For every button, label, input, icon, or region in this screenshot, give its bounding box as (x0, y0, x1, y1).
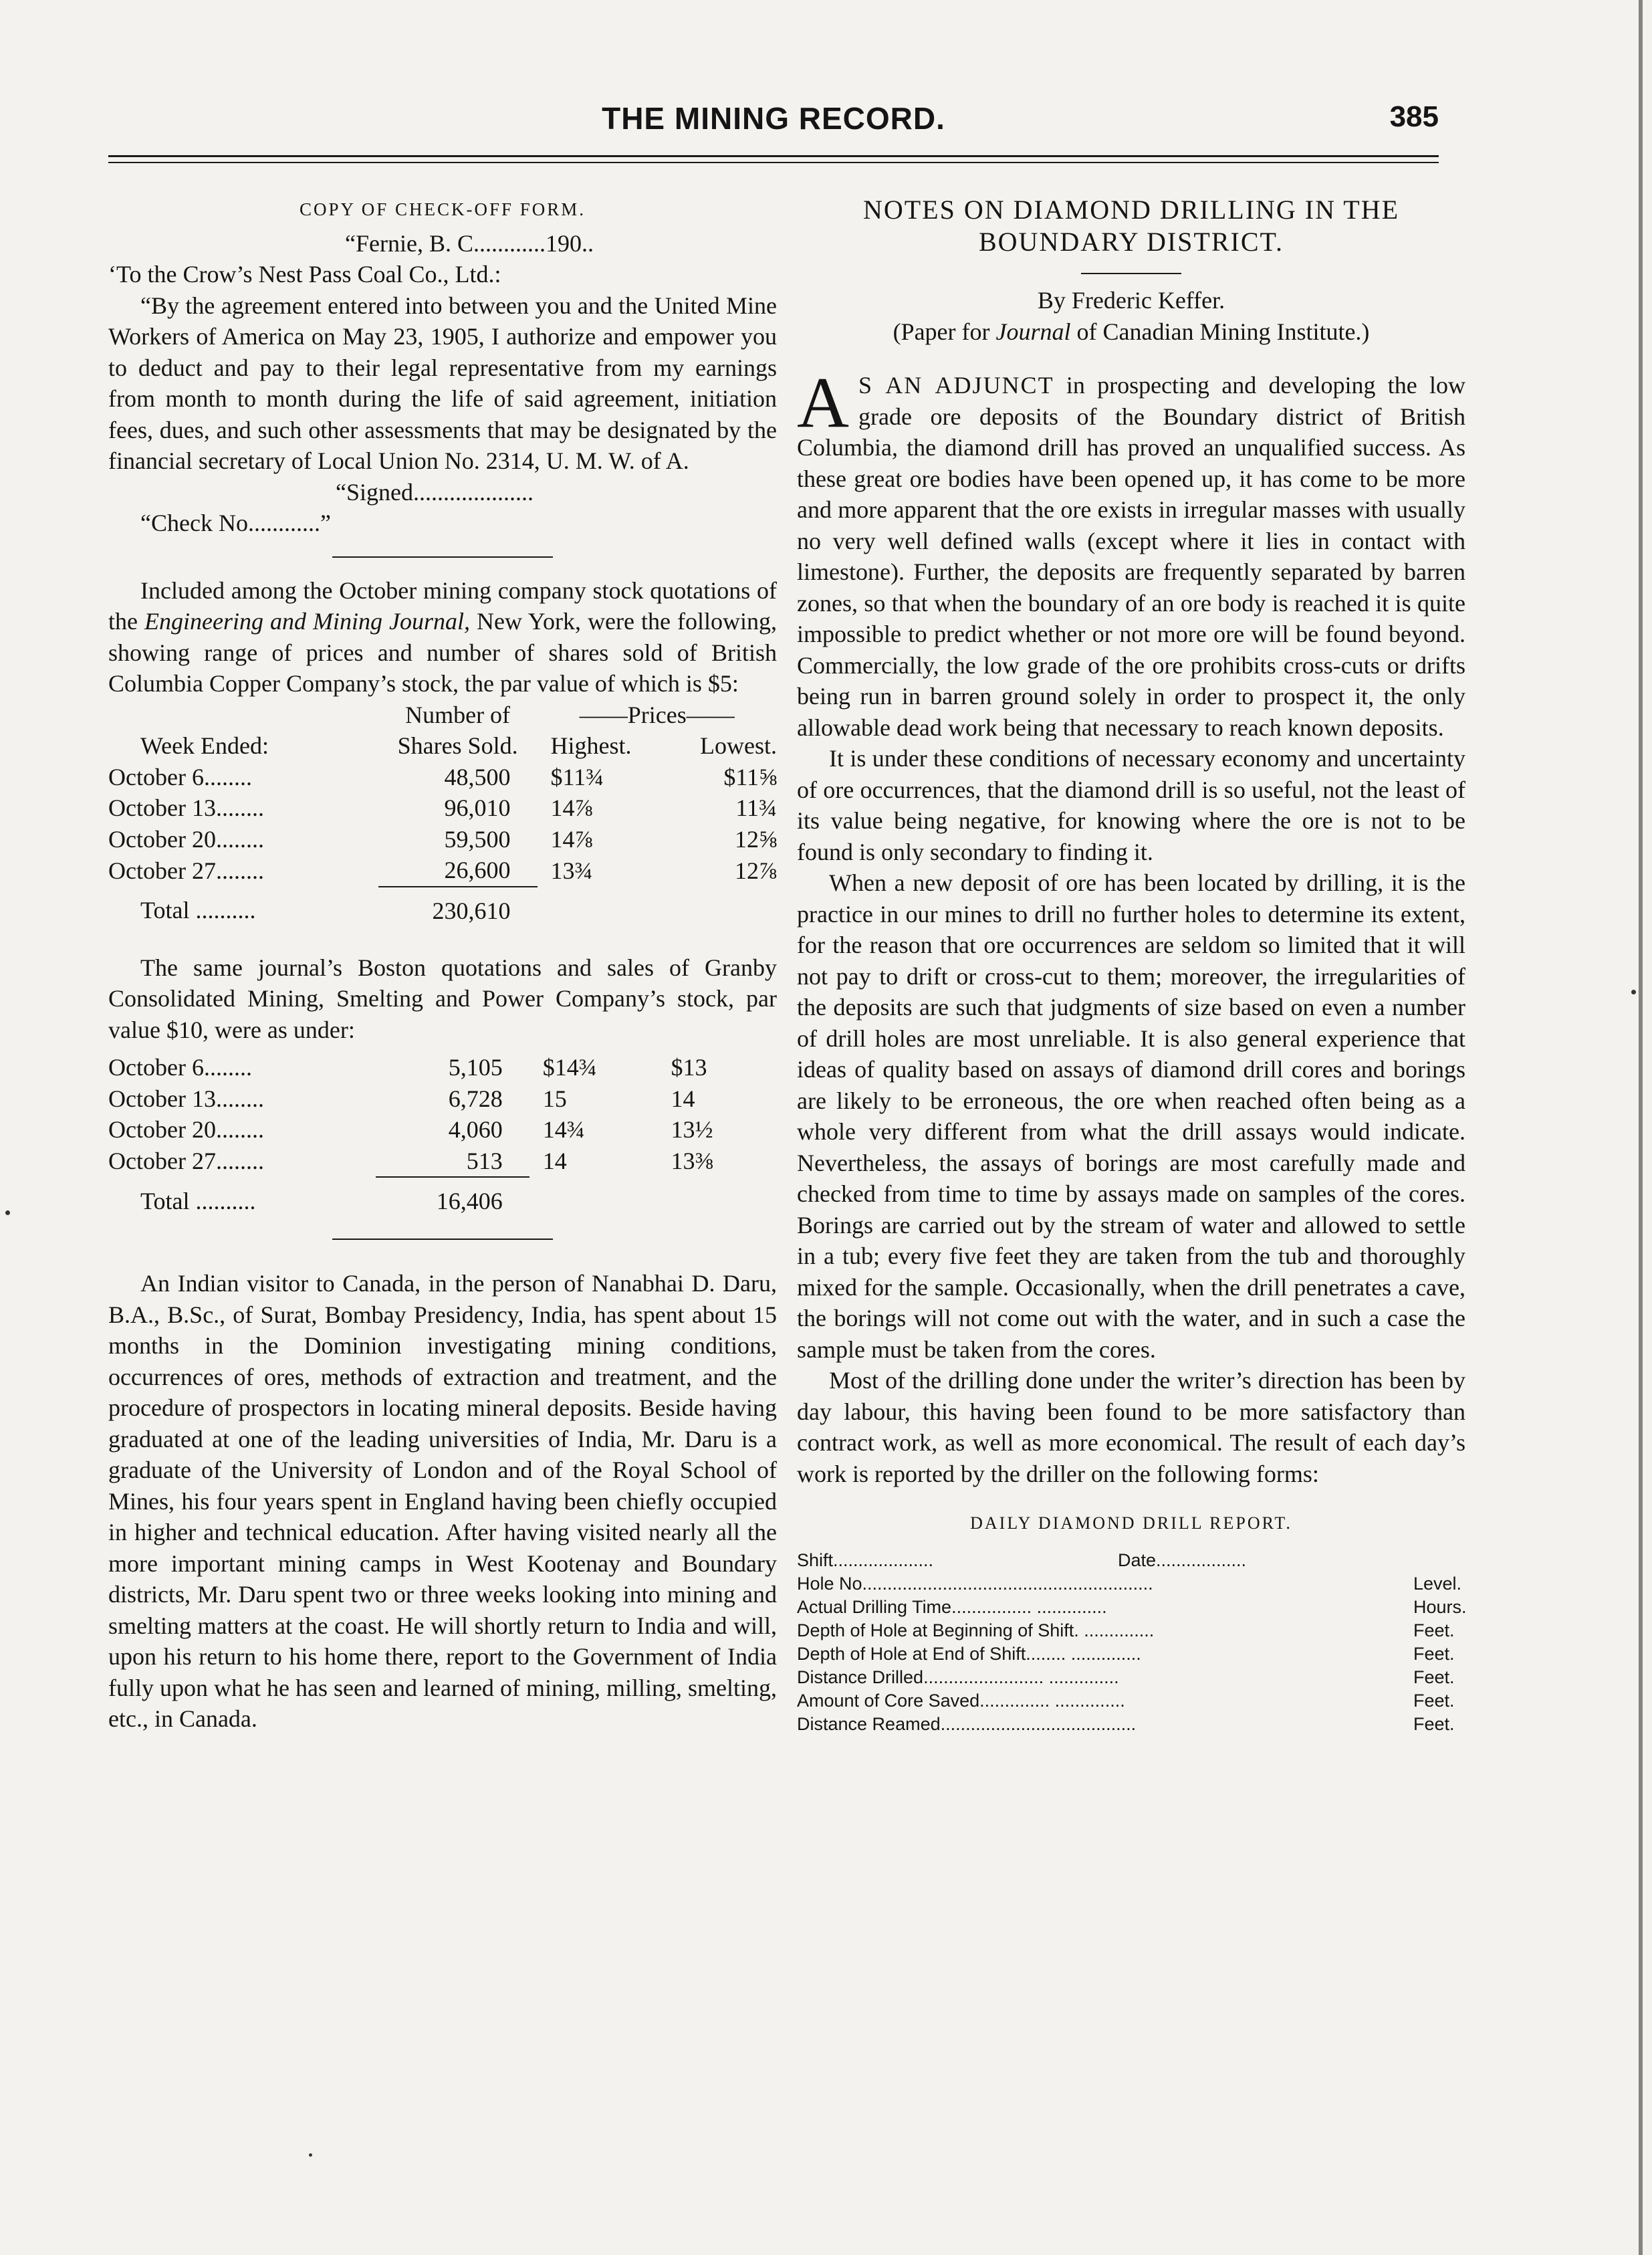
table-cell: 11¾ (735, 794, 777, 821)
table-header-row (108, 700, 777, 731)
form-check-line: “Check No............” (140, 510, 331, 536)
table-cell: 26,600 (444, 857, 511, 883)
table-row (108, 1114, 777, 1146)
table-cell: October 13........ (108, 1085, 264, 1112)
table-cell: October 20........ (108, 825, 264, 853)
table-cell: 15 (542, 1085, 567, 1112)
table-cell: 513 (466, 1147, 503, 1174)
form-field-shift: Shift.................... (797, 1549, 934, 1570)
paragraph: When a new deposit of ore has been located by drilling, it is the practice in our mines to drill no further holes to determine its extent, for the reason that ore occurrences are seldom so limited that it will not pay to drift or cross-cut to them; moreover, the irregularities of the deposits are such that judgments of size based on even a number of drill holes are most unreliable. It is also general experience that ideas of quality based on assays of diamond drill cores and borings are likely to be erroneous, the ore when reached often being as a whole very different from what the drill assays would indicate. Nevertheless, the assays of borings are most carefully made and checked from time to time by assays made on samples of the cores. Borings are carried out by the stream of water and allowed to settle in a tub; every five feet they are taken from the tub and thoroughly mixed for the sample. Occasionally, when the drill penetrates a cave, the borings will not come out with the water, and in such a case the sample must be taken from the cores. (797, 869, 1465, 1363)
form-field-label: Depth of Hole at End of Shift........ .............. (797, 1643, 1141, 1664)
table-cell: 14 (671, 1085, 695, 1112)
form-field-label: Actual Drilling Time................ .............. (797, 1596, 1107, 1617)
table-header-cell: Shares Sold. (397, 732, 518, 759)
form-row (797, 1642, 1465, 1666)
table-cell: 14⅞ (550, 825, 593, 853)
article-title-line2: BOUNDARY DISTRICT. (978, 227, 1284, 257)
form-field-unit: Feet. (1413, 1690, 1455, 1711)
section-divider (332, 556, 553, 558)
scan-speck (5, 1210, 10, 1215)
table-row (108, 762, 777, 793)
table-row (108, 1083, 777, 1115)
table-cell: 5,105 (448, 1054, 503, 1081)
intro-caps: S AN ADJUNCT (858, 372, 1054, 399)
table-cell: 96,010 (444, 794, 511, 821)
paper-note-journal: Journal (995, 318, 1071, 345)
table-cell: 13⅜ (671, 1148, 713, 1174)
table-total-value: 16,406 (376, 1177, 529, 1225)
table-header-cell: Week Ended: (140, 732, 269, 759)
byline: By Frederic Keffer. (1037, 287, 1225, 314)
paper-note-text: (Paper for (893, 318, 996, 345)
journal-name: Engineering and Mining Journal, (144, 608, 470, 635)
table-total-row (108, 887, 777, 935)
table-cell: $11⅝ (723, 763, 777, 790)
granby-table (108, 1052, 777, 1225)
table-row (108, 855, 777, 887)
stock-quotations-paragraph (108, 575, 777, 700)
binding-edge (1639, 0, 1643, 2255)
table-cell: 13¾ (550, 857, 593, 884)
form-field-label: Depth of Hole at Beginning of Shift. .............. (797, 1620, 1155, 1640)
form-row (797, 1596, 1465, 1619)
form-field-label: Distance Drilled........................ .............. (797, 1667, 1119, 1687)
drill-report-heading: DAILY DIAMOND DRILL REPORT. (970, 1513, 1292, 1533)
form-field-unit: Feet. (1413, 1620, 1455, 1640)
section-divider (332, 1239, 553, 1240)
table-total-value: 230,610 (378, 887, 538, 935)
table-cell: 14⅞ (550, 794, 593, 821)
table-row (108, 792, 777, 824)
table-cell: 12⅞ (735, 857, 777, 884)
form-body: “By the agreement entered into between you and the United Mine Workers of America on May 23, 1905, I authorize and empower you to deduct and pay to their legal representative from my earnings from month to month during the life of said agreement, initiation fees, dues, and such other assessments that may be designated by the financial secretary of Local Union No. 2314, U. M. W. of A. (108, 292, 777, 474)
table-cell: 12⅝ (735, 825, 777, 853)
page-number: 385 (1389, 100, 1439, 133)
form-field-unit: Feet. (1413, 1643, 1455, 1664)
form-row (797, 1572, 1465, 1596)
table-cell: 14¾ (542, 1116, 585, 1143)
paragraph-text: in prospecting and developing the low grade ore deposits of the Boundary district of British Columbia, the diamond drill has proved an unqualified success. As these great ore bodies have been opened up, it has come to be more and more apparent that the ore exists in irregular masses with usually no very well defined walls (except where it lies in contact with limestone). Further, the deposits are frequently separated by barren zones, so that when the boundary of an ore body is reached it is quite impossible to predict whether or not more ore will be found beyond. Commercially, the low grade of the ore prohibits cross-cuts or drifts being run in barren ground solely in order to prospect it, the only allowable dead work being that necessary to reach known deposits. (797, 372, 1465, 741)
paragraph: Most of the drilling done under the writer’s direction has been by day labour, this having been found to be more satisfactory than contract work, as well as more economical. The result of each day’s work is reported by the driller on the following forms: (797, 1367, 1465, 1487)
left-column (108, 194, 777, 1735)
indian-visitor-paragraph: An Indian visitor to Canada, in the person of Nanabhai D. Daru, B.A., B.Sc., of Surat, Bombay Presidency, India, has spent about 15 months in the Dominion investigating mining conditions, occurrences of ores, methods of extraction and treatment, and the procedure of prospectors in locating mineral deposits. Beside having graduated at one of the leading universities of India, Mr. Daru is a graduate of the University of London and of the Royal School of Mines, his four years spent in England having been chiefly occupied in higher and technical education. After having visited nearly all the more important mining camps in West Kootenay and Boundary districts, Mr. Daru spent two or three weeks looking into mining and smelting matters at the coast. He will shortly return to India and will, upon his return to his home there, report to the Government of India fully upon what he has seen and learned of mining, milling, smelting, etc., in Canada. (108, 1270, 777, 1732)
paper-note (797, 316, 1465, 348)
running-header (108, 100, 1439, 144)
table-header-cell: Highest. (550, 732, 632, 759)
table-header-cell (108, 700, 378, 731)
form-field-label: Hole No.......................................................... (797, 1573, 1153, 1594)
table-cell: 13½ (671, 1116, 713, 1143)
form-row (797, 1666, 1465, 1689)
article-title-line1: NOTES ON DIAMOND DRILLING IN THE (862, 195, 1400, 225)
form-field-unit: Feet. (1413, 1713, 1455, 1734)
form-field-date: Date.................. (1118, 1549, 1247, 1570)
table-cell: 48,500 (444, 763, 511, 790)
table-cell: 14 (542, 1148, 567, 1174)
table-cell: October 6........ (108, 1054, 252, 1081)
table-cell: $11¾ (550, 763, 604, 790)
table-total-label: Total .......... (140, 897, 256, 924)
paragraph: It is under these conditions of necessary economy and uncertainty of ore occurrences, that the diamond drill is so useful, not the least of its value being negative, for knowing where the ore is not to be found is only secondary to finding it. (797, 745, 1465, 865)
table-header-cell: Number of (405, 701, 511, 728)
table-header-row (108, 730, 777, 762)
table-row (108, 1146, 777, 1178)
form-field-unit: Feet. (1413, 1667, 1455, 1687)
form-row (797, 1549, 1465, 1572)
form-signed-line: “Signed.................... (336, 478, 534, 506)
paragraph-text: New York, were the following, showing range of prices and number of shares sold of British Columbia Copper Company’s stock, the par value of which is $5: (108, 608, 778, 697)
table-cell: $13 (671, 1054, 707, 1081)
table-header-cell: Lowest. (700, 732, 777, 759)
granby-paragraph: The same journal’s Boston quotations and sales of Granby Consolidated Mining, Smelting and Power Company’s stock, par value $10, were as under: (108, 954, 777, 1043)
table-header-cell: ——Prices—— (579, 701, 735, 728)
form-field-label: Distance Reamed....................................... (797, 1713, 1137, 1734)
journal-title: THE MINING RECORD. (602, 101, 945, 136)
form-field-unit: Level. (1413, 1573, 1462, 1594)
title-divider (1081, 273, 1181, 274)
table-cell: October 27........ (108, 857, 264, 884)
drill-report-form (797, 1549, 1465, 1736)
table-cell: October 27........ (108, 1148, 264, 1174)
drop-cap: A (797, 363, 849, 443)
table-total-row (108, 1177, 777, 1225)
form-address-line: ‘To the Crow’s Nest Pass Coal Co., Ltd.: (108, 261, 501, 288)
intro-paragraph (797, 363, 1465, 743)
header-rule-top (108, 155, 1439, 157)
header-rule-bottom (108, 162, 1439, 163)
paragraph-text: Included among the October mining company stock quotations of the (108, 576, 777, 635)
table-cell: October 13........ (108, 794, 264, 821)
form-place-line: “Fernie, B. C............190.. (345, 229, 594, 257)
table-cell: 59,500 (444, 825, 511, 853)
check-off-form-heading: COPY OF CHECK-OFF FORM. (299, 199, 586, 219)
paper-note-text: of Canadian Mining Institute.) (1070, 318, 1370, 345)
form-row (797, 1689, 1465, 1713)
right-column (797, 194, 1465, 1736)
form-row (797, 1619, 1465, 1642)
table-row (108, 1052, 777, 1083)
table-total-label: Total .......... (140, 1187, 256, 1214)
form-field-unit: Hours. (1413, 1596, 1467, 1617)
form-field-label: Amount of Core Saved.............. .............. (797, 1690, 1125, 1711)
scan-speck (309, 2153, 312, 2157)
table-cell: October 20........ (108, 1116, 264, 1143)
table-cell: 4,060 (448, 1116, 503, 1143)
table-row (108, 824, 777, 855)
scan-speck (1631, 990, 1636, 994)
table-cell: 6,728 (448, 1085, 503, 1112)
table-cell: $14¾ (542, 1054, 597, 1081)
bc-copper-table (108, 700, 777, 935)
form-row (797, 1713, 1465, 1736)
table-cell: October 6........ (108, 763, 252, 790)
